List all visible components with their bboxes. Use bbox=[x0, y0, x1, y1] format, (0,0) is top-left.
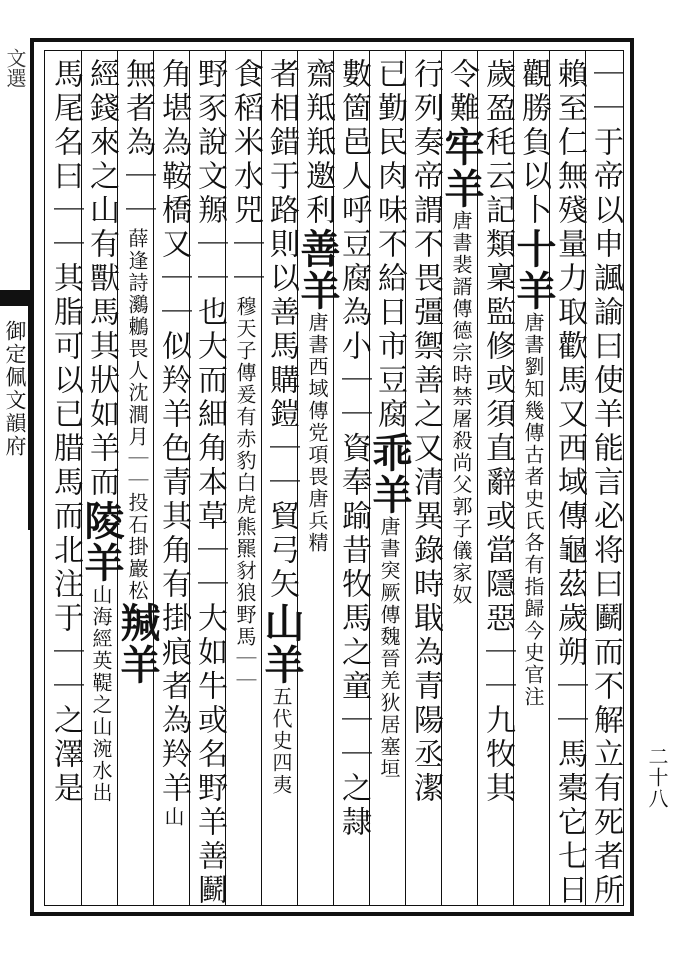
annotation-text: 穆天子傳爰有赤豹白虎熊羆豺狼野馬｜｜ bbox=[233, 296, 257, 692]
text-column-12 bbox=[192, 58, 227, 908]
text-column-11 bbox=[228, 58, 263, 908]
text-column-8 bbox=[336, 58, 371, 908]
text-column-3 bbox=[510, 58, 557, 908]
column-text: 則以善馬購鎧｜｜貿弓矢 bbox=[264, 228, 299, 602]
annotation-text: 山 bbox=[161, 806, 185, 828]
spine-book-title: 御定佩文韻府 bbox=[0, 300, 30, 530]
text-column-6 bbox=[408, 58, 443, 908]
spine-top-text: 文選 bbox=[3, 48, 27, 88]
annotation-text: 五代史四夷 bbox=[269, 686, 293, 796]
headword: 羬羊 bbox=[114, 602, 161, 686]
text-column-4 bbox=[480, 58, 515, 908]
column-text: 資奉踰昔牧馬之童｜｜之隷 bbox=[336, 432, 371, 840]
headword: 十羊 bbox=[510, 228, 557, 312]
headword: 山羊 bbox=[258, 602, 305, 686]
column-text: 行 bbox=[408, 58, 443, 92]
column-text: 馬尾名曰｜｜其脂可以已腊 bbox=[48, 58, 83, 466]
column-text: 觀勝負以卜 bbox=[516, 58, 551, 228]
column-text: 賴至仁無殘量力取歡馬又西域傳龜茲歲朔｜｜馬橐它七日 bbox=[552, 58, 587, 908]
text-column-15 bbox=[78, 58, 125, 908]
column-text: 齋羝羝邀利 bbox=[300, 58, 335, 228]
text-column-7 bbox=[366, 58, 413, 908]
text-column-13 bbox=[156, 58, 191, 908]
text-column-5 bbox=[438, 58, 485, 908]
text-column-16 bbox=[48, 58, 83, 908]
headword: 牢羊 bbox=[438, 126, 485, 210]
column-text: 角堪為鞍橋又｜｜似羚羊色青其角有掛痕者為羚羊 bbox=[156, 58, 191, 806]
page-number: 二十八 bbox=[645, 746, 669, 809]
column-text: 經錢來之山有獸馬其狀如羊而 bbox=[84, 58, 119, 500]
annotation-text: 唐書西域傳党項畏唐兵精 bbox=[305, 312, 329, 554]
column-text: 令難 bbox=[444, 58, 479, 126]
column-text: ｜｜于帝以申諷諭曰使羊能言必将曰鬬而不解立有死者所 bbox=[588, 58, 623, 908]
column-text: 者相錯于路 bbox=[264, 58, 299, 228]
headword: 陵羊 bbox=[78, 500, 125, 584]
column-text: 列奏帝謂不畏彊禦善之又清異錄時戢為青陽丞潔 bbox=[408, 92, 443, 806]
annotation-text: 薛逢詩鸂鶒畏人沈澗月｜｜投石掛巖松 bbox=[125, 228, 149, 602]
text-column-1 bbox=[588, 58, 623, 908]
column-text: 記類稟監修或須直辭或當隱惡｜｜九牧其 bbox=[480, 194, 515, 806]
text-column-2 bbox=[552, 58, 587, 908]
annotation-text: 唐書劉知幾傳古者史氏各有指歸今史官注 bbox=[521, 312, 545, 708]
headword: 乖羊 bbox=[366, 432, 413, 516]
annotation-text: 唐書突厥傳魏晉羌狄居塞垣 bbox=[377, 516, 401, 780]
text-column-14 bbox=[114, 58, 161, 908]
column-text: 歲盈秏云 bbox=[480, 58, 515, 194]
column-text: 馬而北注于｜｜之澤是 bbox=[48, 466, 83, 806]
text-column-9 bbox=[294, 58, 341, 908]
annotation-text: 唐書裴諝傳德宗時禁屠殺尚父郭子儀家奴 bbox=[449, 210, 473, 606]
column-text: 已勤民肉味不給日市豆腐 bbox=[372, 58, 407, 432]
column-text: 野豕說文羱｜｜也大而細角本草｜｜大如牛或名野羊善鬬 bbox=[192, 58, 227, 908]
annotation-text: 山海經英鞮之山涴水出 bbox=[89, 584, 113, 804]
column-text: 食稻米水兕｜｜ bbox=[228, 58, 263, 296]
column-text: 數箇邑人呼豆腐為小｜｜ bbox=[336, 58, 371, 432]
text-column-10 bbox=[258, 58, 305, 908]
headword: 善羊 bbox=[294, 228, 341, 312]
column-text: 無者為｜｜ bbox=[120, 58, 155, 228]
